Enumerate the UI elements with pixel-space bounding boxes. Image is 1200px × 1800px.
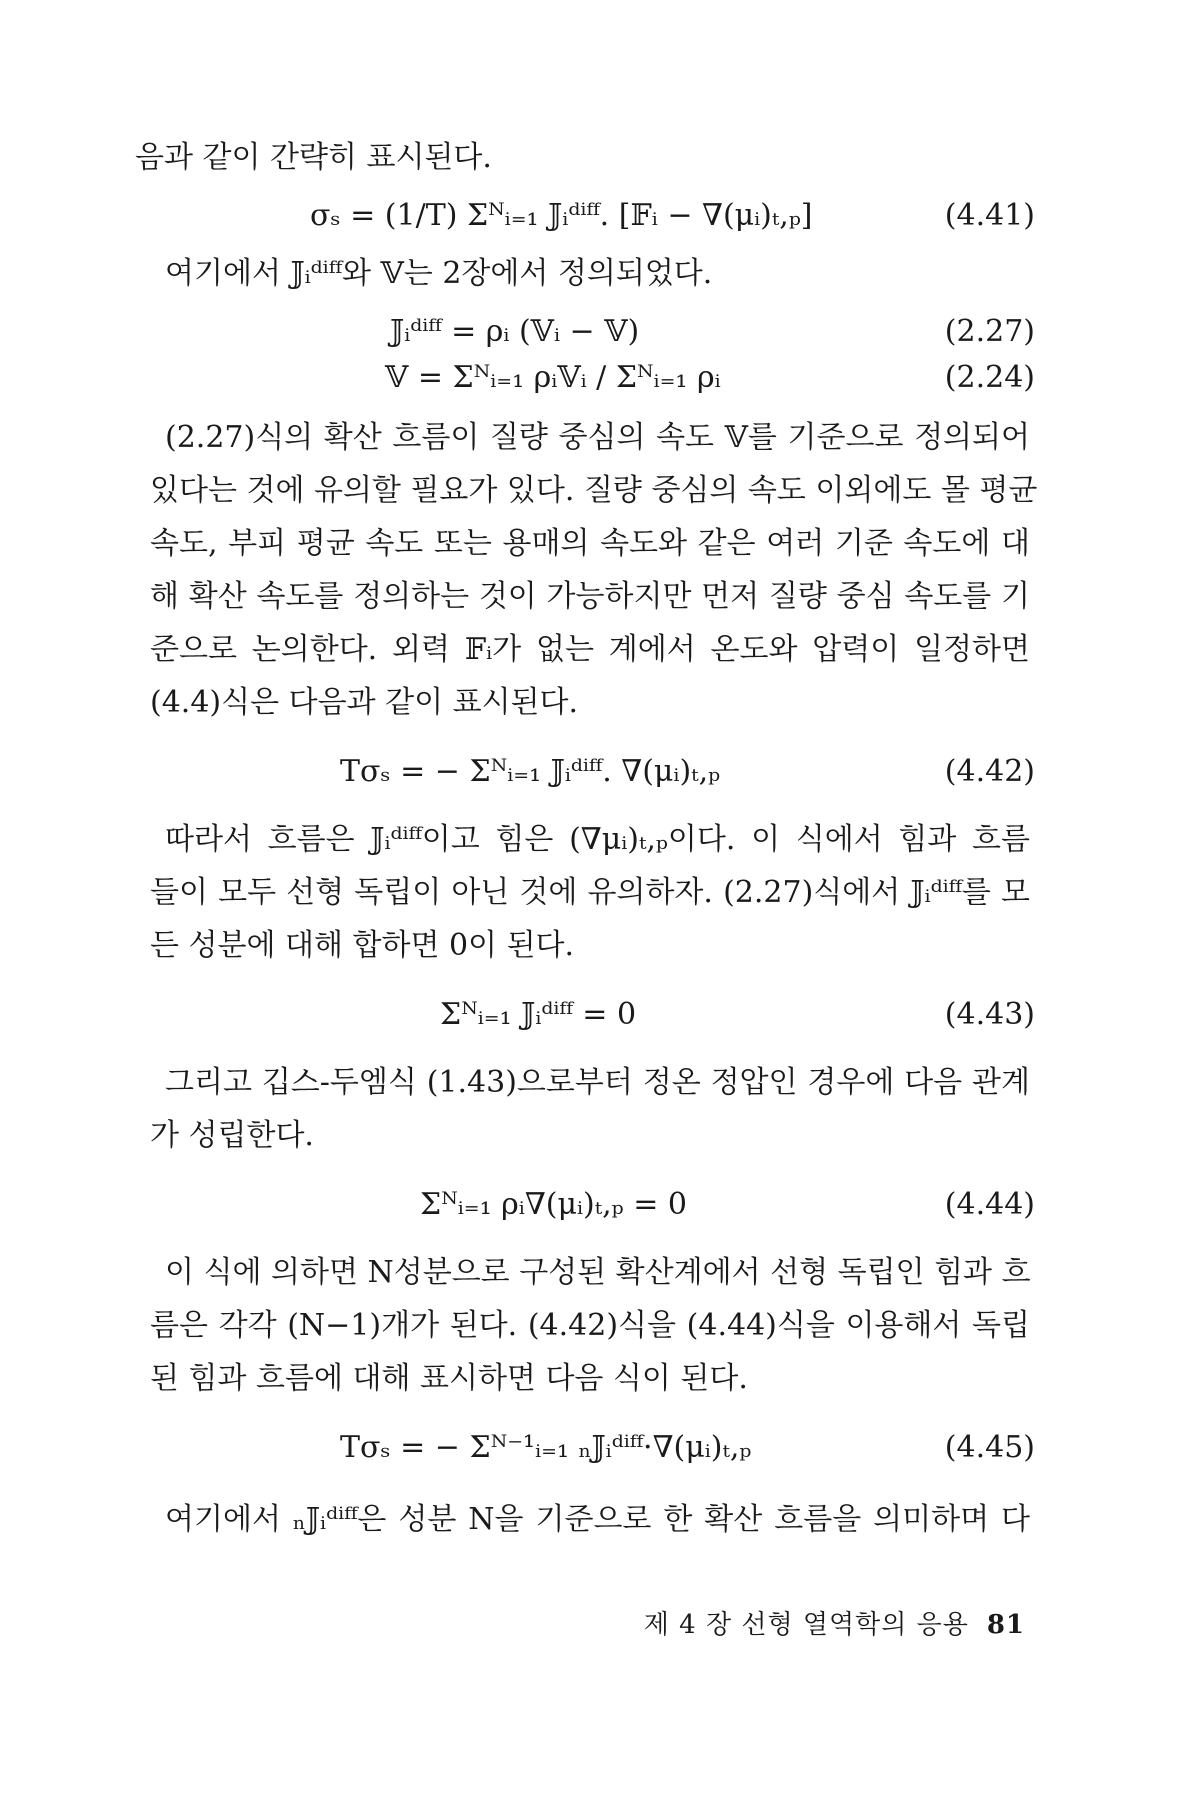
text-line: 여기에서 𝕁ᵢᵈⁱᶠᶠ와 𝕍는 2장에서 정의되었다. bbox=[165, 256, 713, 291]
page-number: 81 bbox=[986, 1610, 1025, 1640]
paragraph-line: 여기에서 ₙ𝕁ᵢᵈⁱᶠᶠ은 성분 N을 기준으로 한 확산 흐름을 의미하며 다 bbox=[165, 1502, 1030, 1537]
text-line: 음과 같이 간략히 표시된다. bbox=[135, 140, 492, 175]
equation-4-44: Σᴺᵢ₌₁ ρᵢ∇(μᵢ)ₜ,ₚ = 0 bbox=[420, 1187, 687, 1222]
paragraph-line: (4.4)식은 다음과 같이 표시된다. bbox=[150, 685, 579, 720]
equation-number: (2.27) bbox=[944, 314, 1035, 349]
equation-4-45: Tσₛ = − Σᴺ⁻¹ᵢ₌₁ ₙ𝕁ᵢᵈⁱᶠᶠ·∇(μᵢ)ₜ,ₚ bbox=[340, 1430, 752, 1465]
equation-number: (2.24) bbox=[944, 360, 1035, 395]
paragraph-line: 속도, 부피 평균 속도 또는 용매의 속도와 같은 여러 기준 속도에 대 bbox=[150, 526, 1030, 561]
equation-4-42: Tσₛ = − Σᴺᵢ₌₁ 𝕁ᵢᵈⁱᶠᶠ. ∇(μᵢ)ₜ,ₚ bbox=[340, 754, 721, 789]
page-footer bbox=[644, 1608, 1025, 1642]
paragraph-line: 그리고 깁스-두엠식 (1.43)으로부터 정온 정압인 경우에 다음 관계 bbox=[165, 1065, 1030, 1100]
equation-4-43: Σᴺᵢ₌₁ 𝕁ᵢᵈⁱᶠᶠ = 0 bbox=[440, 997, 637, 1032]
paragraph-line: 이 식에 의하면 N성분으로 구성된 확산계에서 선형 독립인 힘과 흐 bbox=[165, 1255, 1031, 1290]
paragraph-line: 든 성분에 대해 합하면 0이 된다. bbox=[150, 928, 575, 963]
equation-number: (4.44) bbox=[944, 1187, 1035, 1222]
equation-2-24: 𝕍 = Σᴺᵢ₌₁ ρᵢ𝕍ᵢ / Σᴺᵢ₌₁ ρᵢ bbox=[385, 360, 721, 395]
paragraph-line: (2.27)식의 확산 흐름이 질량 중심의 속도 𝕍를 기준으로 정의되어 bbox=[165, 420, 1030, 455]
paragraph-line: 들이 모두 선형 독립이 아닌 것에 유의하자. (2.27)식에서 𝕁ᵢᵈⁱᶠᶠ를 모 bbox=[150, 875, 1030, 910]
paragraph-line: 준으로 논의한다. 외력 𝔽ᵢ가 없는 계에서 온도와 압력이 일정하면 bbox=[150, 632, 1030, 667]
chapter-title: 제 4 장 선형 열역학의 응용 bbox=[643, 1610, 969, 1640]
paragraph-line: 름은 각각 (N−1)개가 된다. (4.42)식을 (4.44)식을 이용해서 독립 bbox=[150, 1308, 1030, 1343]
equation-4-41: σₛ = (1/T) Σᴺᵢ₌₁ 𝕁ᵢᵈⁱᶠᶠ. [𝔽ᵢ − ∇(μᵢ)ₜ,ₚ] bbox=[310, 198, 813, 233]
equation-2-27: 𝕁ᵢᵈⁱᶠᶠ = ρᵢ (𝕍ᵢ − 𝕍) bbox=[390, 314, 640, 349]
paragraph-line: 있다는 것에 유의할 필요가 있다. 질량 중심의 속도 이외에도 몰 평균 bbox=[150, 473, 1038, 508]
equation-number: (4.45) bbox=[944, 1430, 1035, 1465]
equation-number: (4.42) bbox=[944, 754, 1035, 789]
paragraph-line: 해 확산 속도를 정의하는 것이 가능하지만 먼저 질량 중심 속도를 기 bbox=[150, 579, 1030, 614]
paragraph-line: 된 힘과 흐름에 대해 표시하면 다음 식이 된다. bbox=[150, 1361, 748, 1396]
equation-number: (4.43) bbox=[944, 997, 1035, 1032]
equation-number: (4.41) bbox=[944, 198, 1035, 233]
paragraph-line: 가 성립한다. bbox=[150, 1118, 314, 1153]
paragraph-line: 따라서 흐름은 𝕁ᵢᵈⁱᶠᶠ이고 힘은 (∇μᵢ)ₜ,ₚ이다. 이 식에서 힘과 흐름 bbox=[165, 822, 1030, 857]
